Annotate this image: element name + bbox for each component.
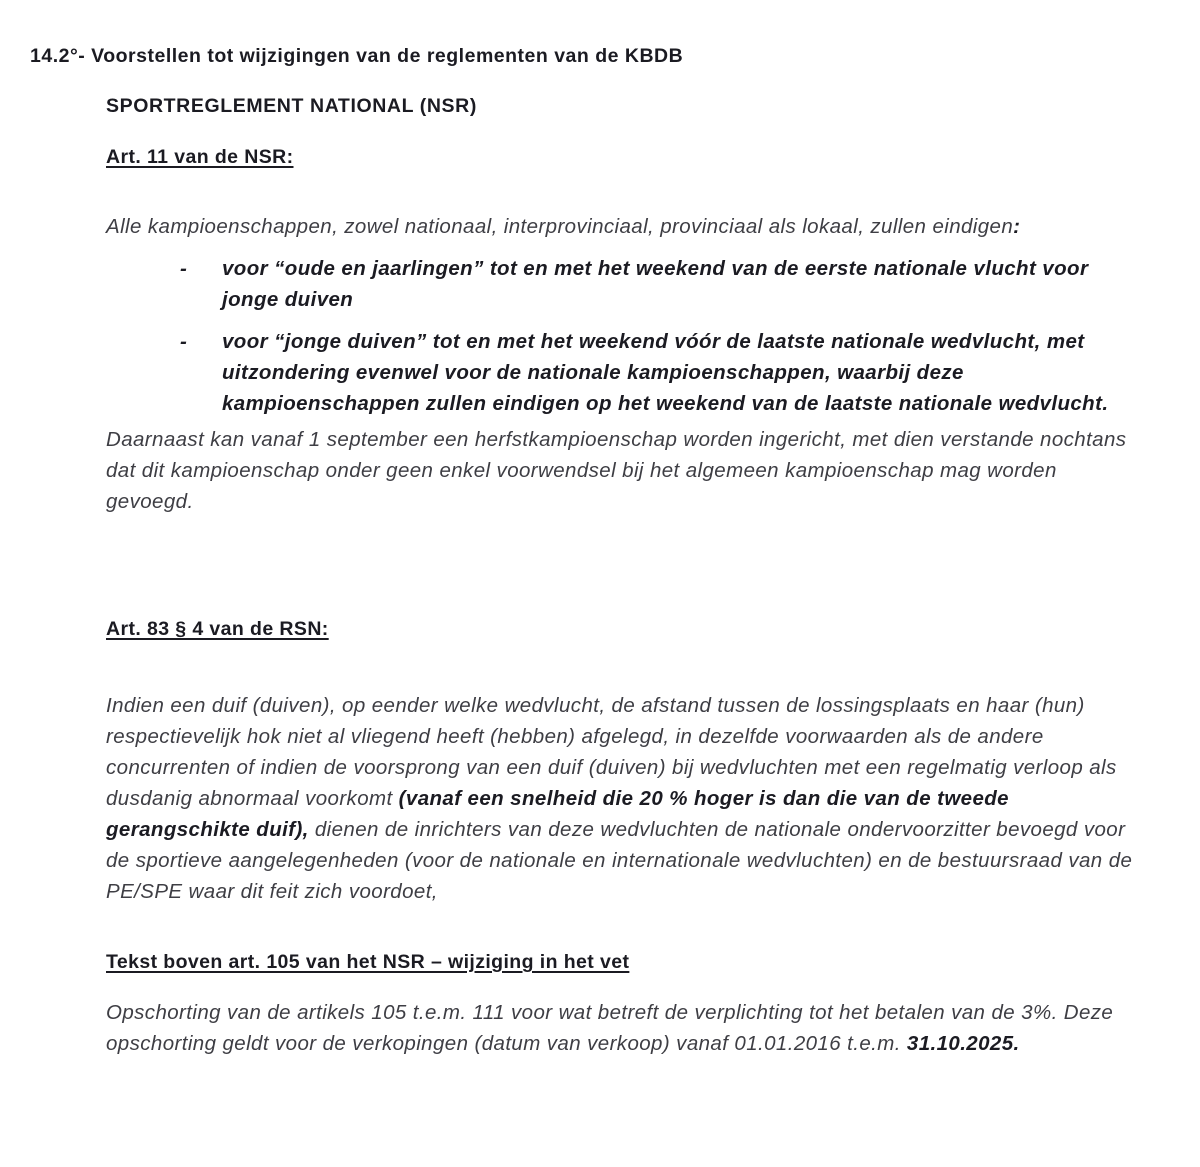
- art105-paragraph: [106, 997, 1142, 1059]
- art11-intro-paragraph: [106, 211, 1142, 242]
- art83-paragraph: [106, 690, 1142, 907]
- art11-intro-text: Alle kampioenschappen, zowel nationaal, interprovinciaal, provinciaal als lokaal, zullen eindigen: [106, 215, 1014, 238]
- document-content: [106, 94, 1142, 1059]
- bullet-text-young-pigeons: voor “jonge duiven” tot en met het weekend vóór de laatste nationale wedvlucht, met uitzondering evenwel voor de nationale kampioenschappen, waarbij deze kampioenschappen zullen eindigen op het weekend van de laatste nationale wedvlucht.: [222, 330, 1109, 415]
- heading-art-11: Art. 11 van de NSR:: [106, 146, 294, 168]
- page-title: 14.2°- Voorstellen tot wijzigingen van de reglementen van de KBDB: [30, 45, 684, 67]
- art11-note-paragraph: Daarnaast kan vanaf 1 september een herfstkampioenschap worden ingericht, met dien verstande nochtans dat dit kampioenschap onder geen enkel voorwendsel bij het algemeen kampioenschap mag worden gevoegd.: [106, 428, 1127, 513]
- bullet-dash: -: [180, 330, 188, 353]
- art105-text-bold-date: 31.10.2025.: [906, 1032, 1020, 1055]
- art83-text-bold: (vanaf een snelheid die 20 % hoger is dan die van de tweede gerangschikte duif),: [106, 787, 1009, 841]
- heading-art-105: Tekst boven art. 105 van het NSR – wijziging in het vet: [106, 951, 630, 973]
- heading-art-83: Art. 83 § 4 van de RSN:: [106, 618, 329, 640]
- art83-text-part1: Indien een duif (duiven), op eender welke wedvlucht, de afstand tussen de lossingsplaats en haar (hun) respectievelijk hok niet al vliegend heeft (hebben) afgelegd, in dezelfde voorwaarden als de andere concurrenten of indien de voorsprong van een duif (duiven) bij wedvluchten met een regelmatig verloop als dusdanig abnormaal voorkomt: [106, 694, 1117, 810]
- bullet-text-old-and-yearlings: voor “oude en jaarlingen” tot en met het weekend van de eerste nationale vlucht voor jonge duiven: [222, 257, 1089, 311]
- art83-text-part2: dienen de inrichters van deze wedvluchten de nationale ondervoorzitter bevoegd voor de sportieve aangelegenheden (voor de nationale en internationale wedvluchten) en de bestuursraad van de PE/SPE waar dit feit zich voordoet,: [106, 818, 1133, 903]
- document-subtitle: SPORTREGLEMENT NATIONAL (NSR): [106, 95, 477, 117]
- bullet-dash: -: [180, 257, 188, 280]
- list-item: [106, 253, 1142, 315]
- list-item: [106, 326, 1142, 419]
- art11-bullet-list: [106, 253, 1142, 419]
- art11-intro-colon: :: [1013, 215, 1021, 238]
- art105-text-part1: Opschorting van de artikels 105 t.e.m. 111 voor wat betreft de verplichting tot het betalen van de 3%. Deze opschorting geldt voor de verkopingen (datum van verkoop) vanaf 01.01.2016 t.e.m.: [106, 1001, 1114, 1055]
